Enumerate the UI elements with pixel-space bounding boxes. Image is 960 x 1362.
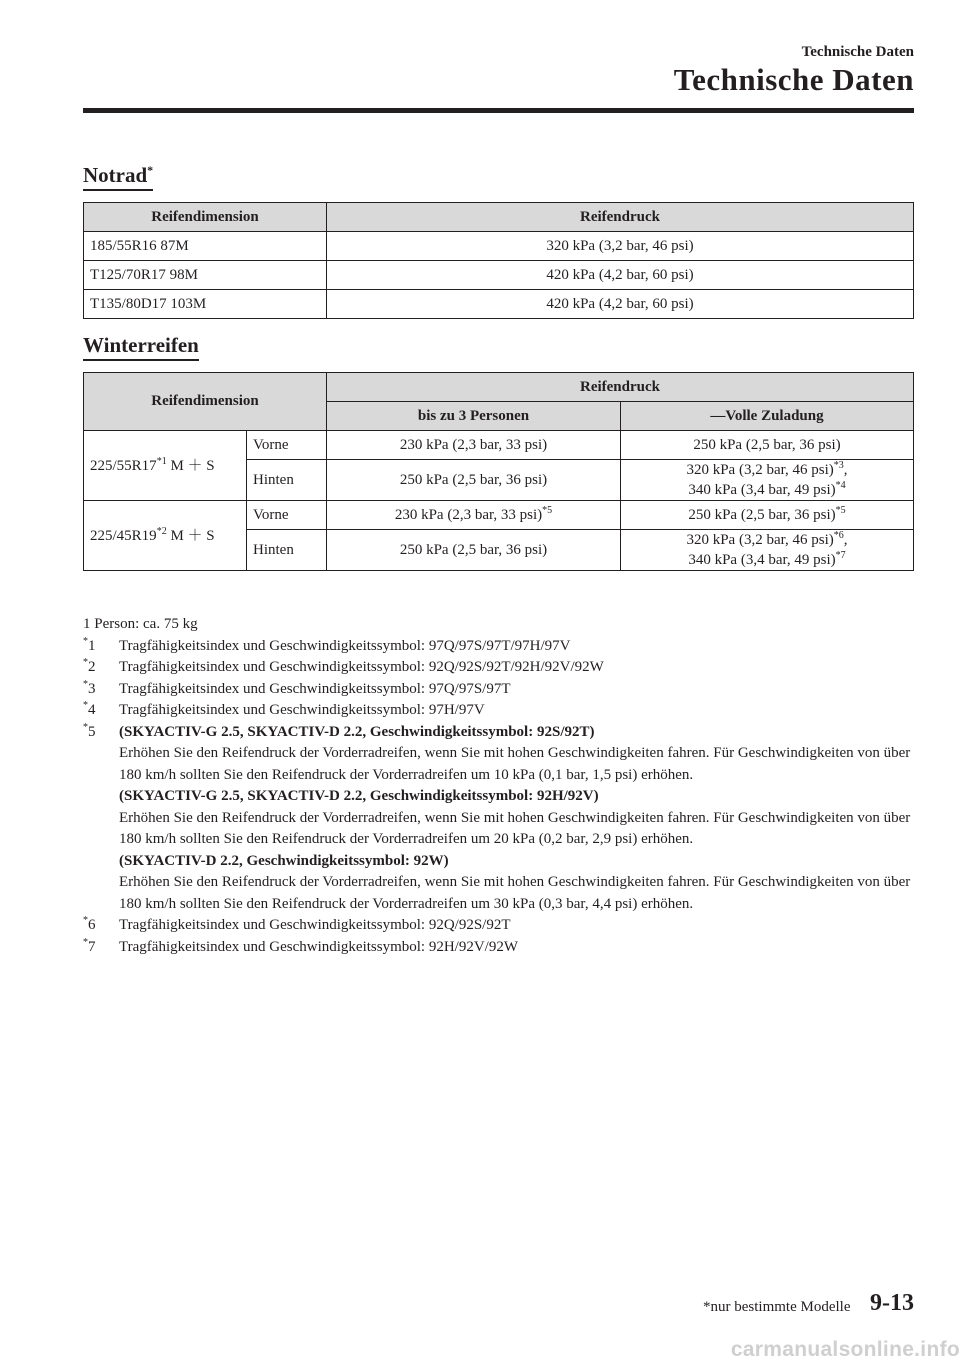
column-header: Reifendruck [327, 203, 914, 232]
page-title: Technische Daten [673, 62, 914, 97]
winter-table [83, 372, 914, 571]
pressure-cell: 250 kPa (2,5 bar, 36 psi)$^{*5}$ [621, 501, 914, 530]
footnote-1: *1 Tragfähigkeitsindex und Geschwindigkeitssymbol: 97Q/97S/97T/97H/97V [83, 635, 571, 654]
table-cell: 185/55R16 87M [84, 232, 327, 261]
column-header: Reifendimension [84, 203, 327, 232]
page-number: 9-13 [870, 1290, 914, 1316]
table-cell: T125/70R17 98M [84, 261, 327, 290]
footnote-mark: *5 [542, 505, 553, 516]
footnote-7: *7 Tragfähigkeitsindex und Geschwindigkeitssymbol: 92H/92V/92W [83, 936, 518, 955]
footnote-3: *3 Tragfähigkeitsindex und Geschwindigkeitssymbol: 97Q/97S/97T [83, 678, 511, 697]
pressure-cell: 250 kPa (2,5 bar, 36 psi) [621, 431, 914, 460]
axle-cell: Vorne [247, 501, 327, 530]
pressure-cell: 250 kPa (2,5 bar, 36 psi) [327, 530, 621, 571]
footnote-4: *4 Tragfähigkeitsindex und Geschwindigkeitssymbol: 97H/97V [83, 700, 485, 718]
table-header-row [84, 203, 914, 232]
axle-cell: Hinten [247, 460, 327, 501]
pressure-cell: 230 kPa (2,3 bar, 33 psi)$^{*5}$ [327, 501, 621, 530]
footnote-subheading: (SKYACTIV-D 2.2, Geschwindigkeitssymbol: 92W) [119, 852, 449, 869]
column-header: Reifendruck [327, 373, 914, 402]
footnote-subheading: (SKYACTIV-G 2.5, SKYACTIV-D 2.2, Geschwindigkeitssymbol: 92S/92T) [119, 723, 595, 740]
column-subheader: bis zu 3 Personen [327, 402, 621, 431]
asterisk-mark: * [147, 163, 154, 177]
pressure-cell: 250 kPa (2,5 bar, 36 psi) [327, 460, 621, 501]
watermark: carmanualsonline.info [730, 1338, 960, 1361]
table-cell: 420 kPa (4,2 bar, 60 psi) [327, 261, 914, 290]
axle-cell: Vorne [247, 431, 327, 460]
column-subheader: ―Volle Zuladung [621, 402, 914, 431]
header-small-title: Technische Daten [801, 44, 914, 60]
footnote-mark: *1 [156, 455, 167, 467]
table-cell: 320 kPa (3,2 bar, 46 psi) [327, 232, 914, 261]
footnote-subheading: (SKYACTIV-G 2.5, SKYACTIV-D 2.2, Geschwindigkeitssymbol: 92H/92V) [119, 788, 599, 804]
section-title-winterreifen: Winterreifen [83, 333, 199, 361]
section-title-notrad: Notrad* [83, 163, 153, 191]
footnote-6: *6 Tragfähigkeitsindex und Geschwindigkeitssymbol: 92Q/92S/92T [83, 915, 511, 933]
pressure-cell: 230 kPa (2,3 bar, 33 psi) [327, 431, 621, 460]
footnote-mark: *6 [833, 530, 844, 541]
table-row [84, 261, 914, 290]
table-row [84, 501, 914, 530]
header-rule [83, 108, 914, 113]
table-cell: 420 kPa (4,2 bar, 60 psi) [327, 290, 914, 319]
axle-cell: Hinten [247, 530, 327, 571]
footnote-2: *2 Tragfähigkeitsindex und Geschwindigkeitssymbol: 92Q/92S/92T/92H/92V/92W [83, 657, 604, 675]
table-row [84, 290, 914, 319]
footnote-5: *5 (SKYACTIV-G 2.5, SKYACTIV-D 2.2, Geschwindigkeitssymbol: 92S/92T) Erhöhen Sie den Reifendruck der Vorderradreifen, wenn Sie mit hohen Geschwindigkeiten fahren. Für Geschwindigkeiten von über 180 km/h sollten Sie den Reifendruck der Vorderradreifen um 10 kPa (0,1 bar, 1,5 psi) erhöhen. (SKYACTIV-G 2.5, SKYACTIV-D 2.2, Geschwindigkeitssymbol: 92H/92V) Erhöhen Sie den Reifendruck der Vorderradreifen, wenn Sie mit hohen Geschwindigkeiten fahren. Für Geschwindigkeiten von über 180 km/h sollten Sie den Reifendruck der Vorderradreifen um 20 kPa (0,2 bar, 2,9 psi) erhöhen. (SKYACTIV-D 2.2, Geschwindigkeitssymbol: 92W) Erhöhen Sie den Reifendruck der Vorderradreifen, wenn Sie mit hohen Geschwindigkeiten fahren. Für Geschwindigkeiten von über 180 km/h sollten Sie den Reifendruck der Vorderradreifen um 30 kPa (0,3 bar, 4,4 psi) erhöhen. [83, 721, 911, 912]
notrad-table [83, 202, 914, 319]
table-cell: T135/80D17 103M [84, 290, 327, 319]
pressure-cell: 320 kPa (3,2 bar, 46 psi)$^{*6}$, 340 kPa (3,4 bar, 49 psi)$^{*7}$ [621, 530, 914, 571]
footer-note: *nur bestimmte Modelle [703, 1299, 851, 1315]
tire-dimension-cell: 225/45R19$^{*2}$ M ＋ S [84, 501, 247, 571]
table-header-row [84, 373, 914, 402]
tire-dimension-cell: 225/55R17$^{*1}$ M ＋ S [84, 431, 247, 501]
person-note: 1 Person: ca. 75 kg [83, 616, 198, 632]
table-row [84, 232, 914, 261]
column-header: Reifendimension [84, 373, 327, 431]
footnote-mark: *7 [835, 550, 846, 561]
table-row [84, 431, 914, 460]
footnote-mark: *4 [835, 480, 846, 491]
pressure-cell: 320 kPa (3,2 bar, 46 psi)$^{*3}$, 340 kPa (3,4 bar, 49 psi)$^{*4}$ [621, 460, 914, 501]
footnotes [83, 614, 914, 958]
footnote-mark: *2 [156, 525, 167, 537]
footnote-mark: *5 [835, 505, 846, 516]
footnote-mark: *3 [833, 460, 844, 471]
